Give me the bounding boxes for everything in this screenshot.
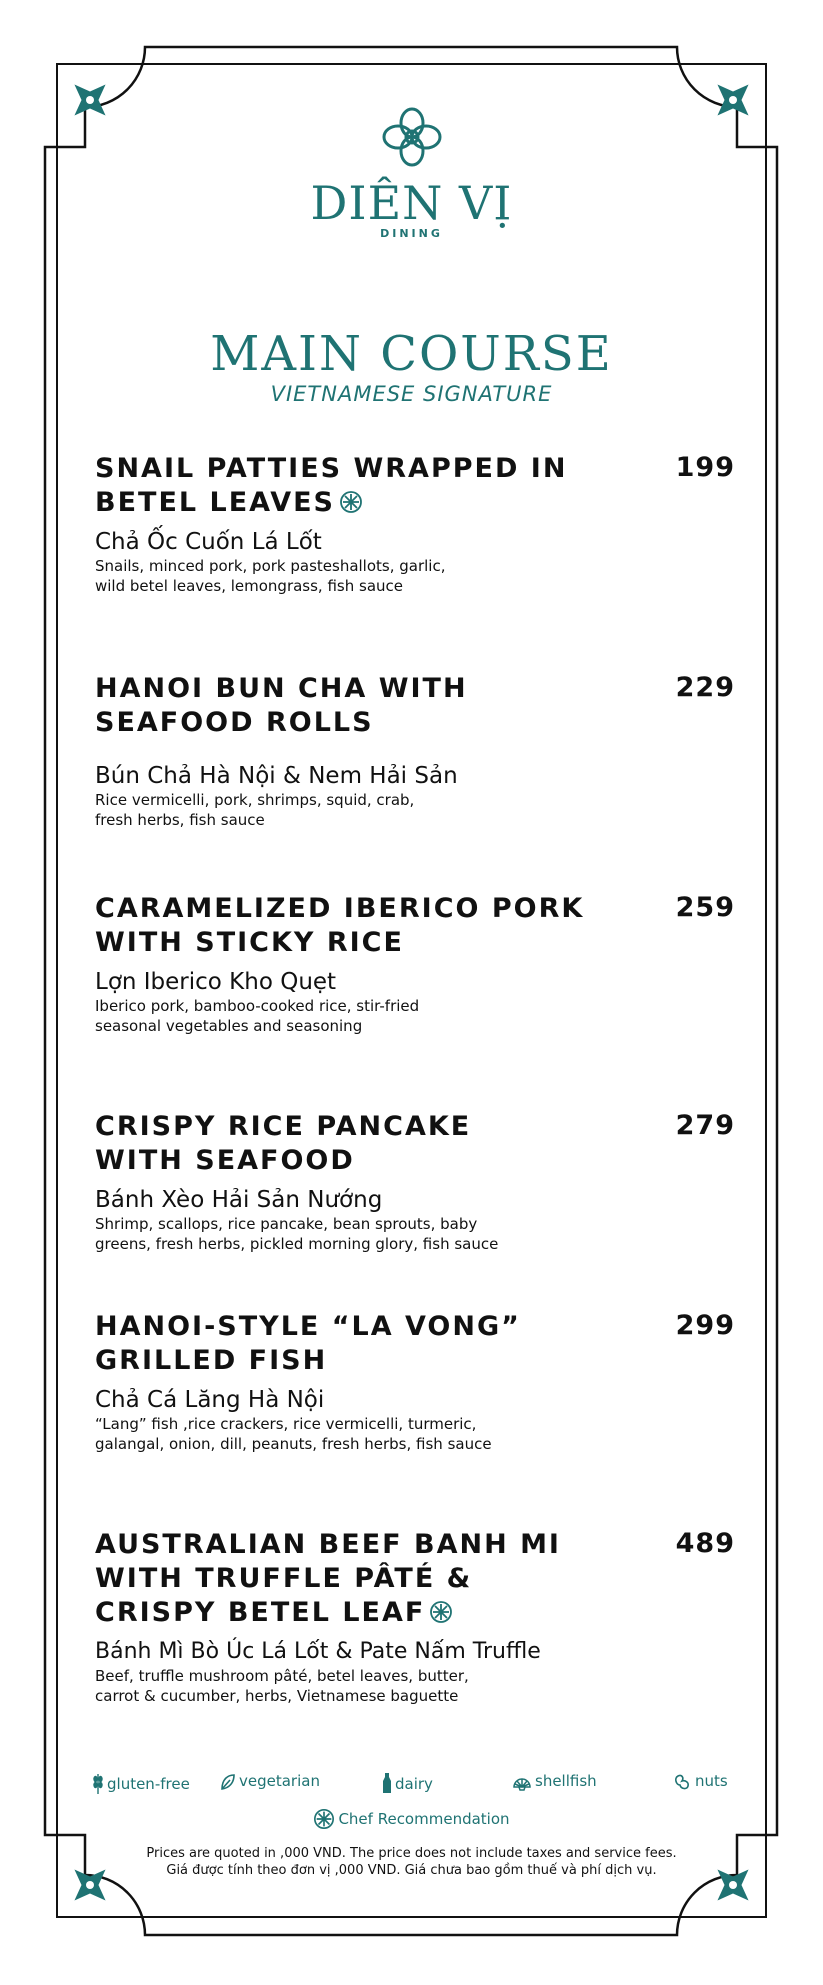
menu-item bbox=[95, 672, 735, 830]
item-name: HANOI BUN CHA WITH SEAFOOD ROLLS bbox=[95, 673, 468, 738]
legend-shellfish bbox=[512, 1772, 597, 1791]
footnote-english: Prices are quoted in ,000 VND. The price does not include taxes and service fees. bbox=[146, 1846, 677, 1861]
brand-name: DIÊN VỊ bbox=[310, 176, 513, 230]
item-description: Snails, minced pork, pork pasteshallots, garlic, wild betel leaves, lemongrass, fish sauce bbox=[95, 557, 446, 595]
item-price: 279 bbox=[675, 1110, 735, 1141]
wheat-icon bbox=[92, 1772, 104, 1794]
peanut-icon bbox=[674, 1773, 692, 1791]
section-subtitle: VIETNAMESE SIGNATURE bbox=[270, 382, 553, 406]
item-vietnamese-name: Bánh Xèo Hải Sản Nướng bbox=[95, 1187, 383, 1213]
item-vietnamese-name: Chả Ốc Cuốn Lá Lốt bbox=[95, 529, 322, 555]
menu-item bbox=[95, 1110, 735, 1254]
legend-dairy-label: dairy bbox=[395, 1775, 433, 1793]
legend-vegetarian-label: vegetarian bbox=[239, 1772, 320, 1790]
legend-nuts-label: nuts bbox=[695, 1772, 728, 1790]
item-vietnamese-name: Bún Chả Hà Nội & Nem Hải Sản bbox=[95, 763, 458, 789]
legend-gluten-free-label: gluten-free bbox=[107, 1775, 190, 1793]
item-name: SNAIL PATTIES WRAPPED IN BETEL LEAVES bbox=[95, 453, 568, 518]
legend-shellfish-label: shellfish bbox=[535, 1772, 597, 1790]
item-price: 229 bbox=[675, 672, 735, 703]
leaf-icon bbox=[220, 1773, 236, 1791]
legend-gluten-free bbox=[92, 1772, 190, 1794]
item-price: 489 bbox=[675, 1528, 735, 1559]
item-name: CARAMELIZED IBERICO PORK WITH STICKY RICE bbox=[95, 893, 585, 958]
item-name: CRISPY RICE PANCAKE WITH SEAFOOD bbox=[95, 1111, 472, 1176]
chef-recommendation-icon bbox=[313, 1808, 335, 1830]
section-title: MAIN COURSE bbox=[210, 326, 613, 382]
legend-dairy bbox=[382, 1772, 433, 1794]
footnote-vietnamese: Giá được tính theo đơn vị ,000 VND. Giá chưa bao gồm thuế và phí dịch vụ. bbox=[166, 1863, 657, 1878]
menu-item bbox=[95, 892, 735, 1036]
flower-logo-icon bbox=[379, 104, 445, 170]
item-name: HANOI-STYLE “LA VONG” GRILLED FISH bbox=[95, 1311, 521, 1376]
item-description: Shrimp, scallops, rice pancake, bean sprouts, baby greens, fresh herbs, pickled morning glory, fish sauce bbox=[95, 1215, 499, 1253]
price-footnote bbox=[0, 1845, 823, 1879]
item-vietnamese-name: Bánh Mì Bò Úc Lá Lốt & Pate Nấm Truffle bbox=[95, 1639, 541, 1664]
item-description: “Lang” fish ,rice crackers, rice vermicelli, turmeric, galangal, onion, dill, peanuts, fresh herbs, fish sauce bbox=[95, 1415, 492, 1453]
legend-chef-recommendation-label: Chef Recommendation bbox=[338, 1810, 510, 1828]
item-price: 199 bbox=[675, 452, 735, 483]
milk-bottle-icon bbox=[382, 1772, 392, 1794]
legend-chef-recommendation bbox=[0, 1808, 823, 1830]
chef-recommendation-icon bbox=[339, 490, 363, 514]
menu-item bbox=[95, 1310, 735, 1454]
item-description: Rice vermicelli, pork, shrimps, squid, crab, fresh herbs, fish sauce bbox=[95, 791, 415, 829]
item-price: 259 bbox=[675, 892, 735, 923]
item-price: 299 bbox=[675, 1310, 735, 1341]
item-description: Beef, truffle mushroom pâté, betel leaves, butter, carrot & cucumber, herbs, Vietnamese baguette bbox=[95, 1667, 469, 1705]
chef-recommendation-icon bbox=[429, 1600, 453, 1624]
item-description: Iberico pork, bamboo-cooked rice, stir-fried seasonal vegetables and seasoning bbox=[95, 997, 420, 1035]
item-vietnamese-name: Chả Cá Lăng Hà Nội bbox=[95, 1387, 325, 1413]
menu-item bbox=[95, 1528, 735, 1706]
brand-subtitle: DINING bbox=[380, 227, 443, 240]
shell-icon bbox=[512, 1773, 532, 1791]
legend-nuts bbox=[674, 1772, 728, 1791]
item-vietnamese-name: Lợn Iberico Kho Quẹt bbox=[95, 969, 337, 995]
legend-vegetarian bbox=[220, 1772, 320, 1791]
item-name: AUSTRALIAN BEEF BANH MI WITH TRUFFLE PÂTÉ & CRISPY BETEL LEAF bbox=[95, 1529, 561, 1628]
menu-item bbox=[95, 452, 735, 596]
allergen-legend bbox=[92, 1772, 732, 1796]
